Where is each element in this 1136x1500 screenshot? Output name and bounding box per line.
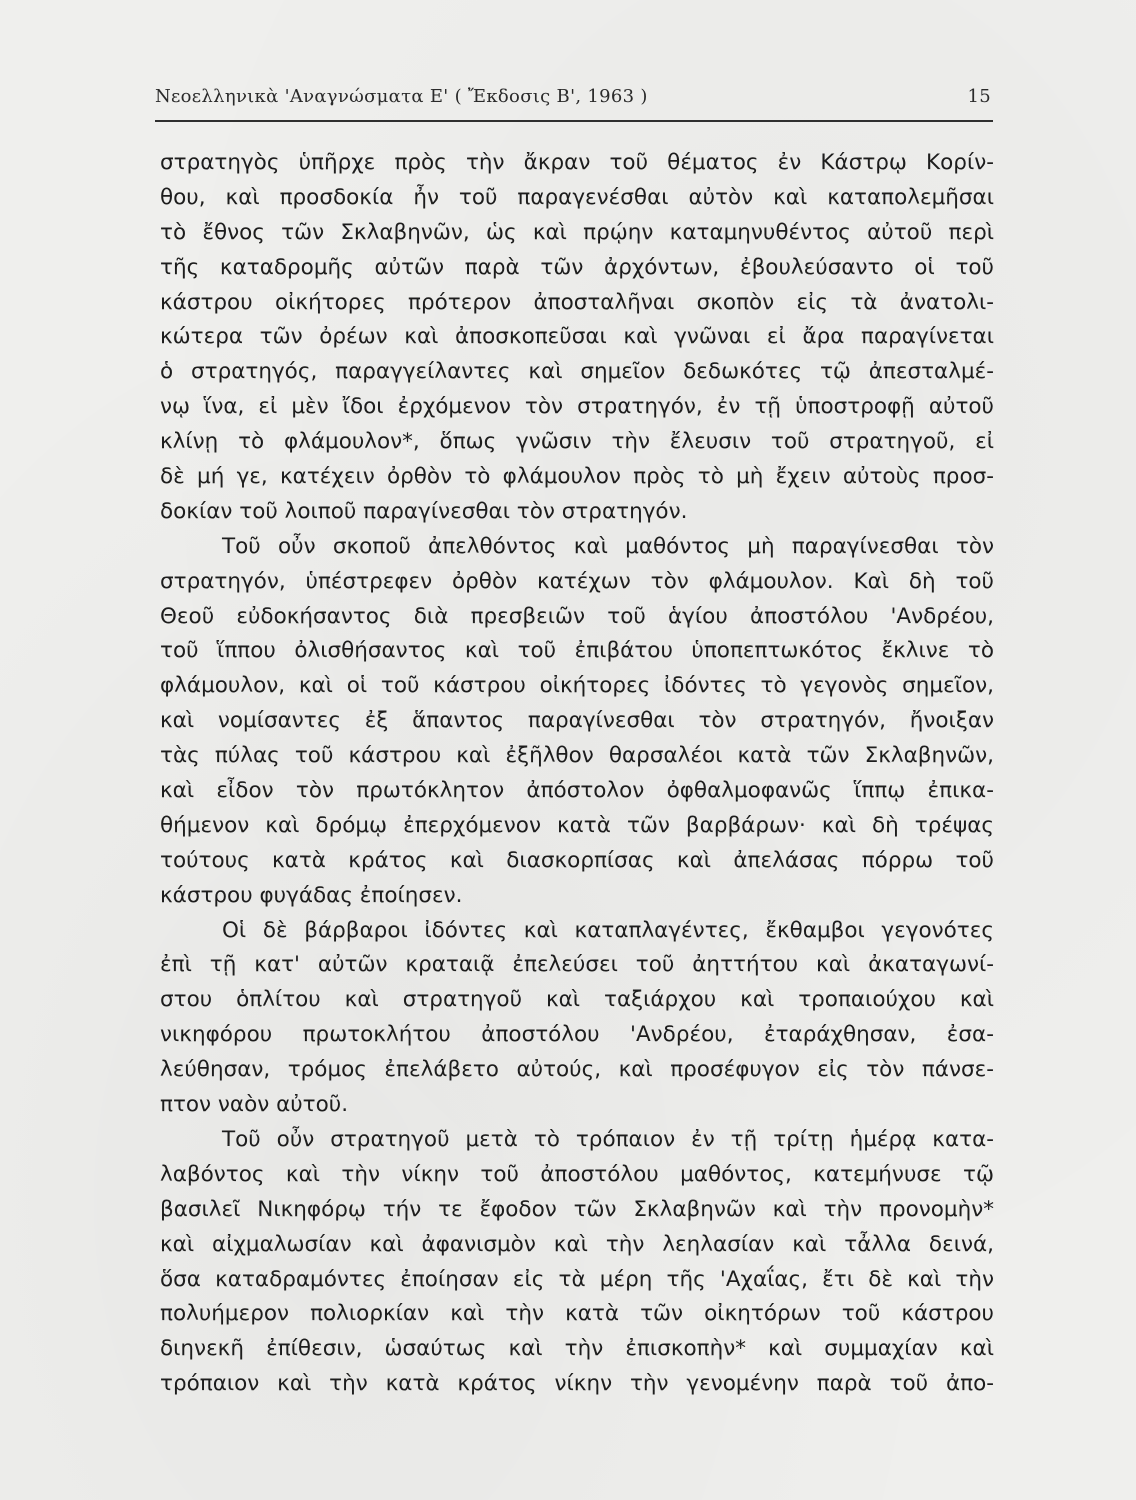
text-line: στρατηγόν, ὑπέστρεφεν ὀρθὸν κατέχων τὸν φλάμουλον. Καὶ δὴ τοῦ [160,568,994,594]
text-line: Θεοῦ εὐδοκήσαντος διὰ πρεσβειῶν τοῦ ἁγίου ἀποστόλου 'Ανδρέου, [160,603,994,629]
header-divider [155,120,993,122]
text-line: τρόπαιον καὶ τὴν κατὰ κράτος νίκην τὴν γενομένην παρὰ τοῦ ἀπο- [160,1371,994,1397]
text-line: ὅσα καταδραμόντες ἐποίησαν εἰς τὰ μέρη τῆς 'Αχαΐας, ἔτι δὲ καὶ τὴν [160,1266,994,1292]
text-line: τὰς πύλας τοῦ κάστρου καὶ ἐξῆλθον θαρσαλέοι κατὰ τῶν Σκλαβηνῶν, [160,743,994,769]
text-line: λαβόντος καὶ τὴν νίκην τοῦ ἀποστόλου μαθόντος, κατεμήνυσε τῷ [160,1161,994,1187]
text-line: καὶ εἶδον τὸν πρωτόκλητον ἀπόστολον ὀφθαλμοφανῶς ἵππῳ ἐπικα- [160,778,994,804]
text-line: πολυήμερον πολιορκίαν καὶ τὴν κατὰ τῶν οἰκητόρων τοῦ κάστρου [160,1301,994,1327]
text-line: τῆς καταδρομῆς αὐτῶν παρὰ τῶν ἀρχόντων, ἐβουλεύσαντο οἱ τοῦ [160,254,994,280]
text-line: καὶ νομίσαντες ἐξ ἅπαντος παραγίνεσθαι τὸν στρατηγόν, ἤνοιξαν [160,708,994,734]
text-line: στου ὁπλίτου καὶ στρατηγοῦ καὶ ταξιάρχου καὶ τροπαιούχου καὶ [160,987,994,1013]
text-line: φλάμουλον, καὶ οἱ τοῦ κάστρου οἰκήτορες ἰδόντες τὸ γεγονὸς σημεῖον, [160,673,994,699]
text-line: τούτους κατὰ κράτος καὶ διασκορπίσας καὶ ἀπελάσας πόρρω τοῦ [160,847,994,873]
text-line: θήμενον καὶ δρόμῳ ἐπερχόμενον κατὰ τῶν βαρβάρων· καὶ δὴ τρέψας [160,812,994,838]
text-line: θου, καὶ προσδοκία ἦν τοῦ παραγενέσθαι αὐτὸν καὶ καταπολεμῆσαι [160,184,994,210]
running-header [155,84,993,114]
text-line: κλίνῃ τὸ φλάμουλον*, ὅπως γνῶσιν τὴν ἔλευσιν τοῦ στρατηγοῦ, εἰ [160,429,994,455]
text-line: δοκίαν τοῦ λοιποῦ παραγίνεσθαι τὸν στρατηγόν. [160,498,688,524]
text-line: δὲ μή γε, κατέχειν ὀρθὸν τὸ φλάμουλον πρὸς τὸ μὴ ἔχειν αὐτοὺς προσ- [160,464,994,490]
text-line: κώτερα τῶν ὀρέων καὶ ἀποσκοπεῦσαι καὶ γνῶναι εἰ ἄρα παραγίνεται [160,324,994,350]
text-line: βασιλεῖ Νικηφόρῳ τήν τε ἔφοδον τῶν Σκλαβηνῶν καὶ τὴν προνομὴν* [160,1196,994,1222]
text-line: ἐπὶ τῇ κατ' αὐτῶν κραταιᾷ ἐπελεύσει τοῦ ἀηττήτου καὶ ἀκαταγωνί- [160,952,994,978]
text-line: νῳ ἵνα, εἰ μὲν ἴδοι ἐρχόμενον τὸν στρατηγόν, ἐν τῇ ὑποστροφῇ αὐτοῦ [160,394,994,420]
text-line: καὶ αἰχμαλωσίαν καὶ ἀφανισμὸν καὶ τὴν λεηλασίαν καὶ τἆλλα δεινά, [160,1231,994,1257]
text-line: κάστρου οἰκήτορες πρότερον ἀποσταλῆναι σκοπὸν εἰς τὰ ἀνατολι- [160,289,994,315]
text-line: τοῦ ἵππου ὀλισθήσαντος καὶ τοῦ ἐπιβάτου ὑποπεπτωκότος ἔκλινε τὸ [160,638,994,664]
header-title: Νεοελληνικὰ 'Αναγνώσματα Ε' ( Ἔκδοσις Β', 1963 ) [155,86,648,107]
text-line: ὁ στρατηγός, παραγγείλαντες καὶ σημεῖον δεδωκότες τῷ ἀπεσταλμέ- [160,359,994,385]
text-line: Τοῦ οὖν σκοποῦ ἀπελθόντος καὶ μαθόντος μὴ παραγίνεσθαι τὸν [222,533,994,559]
text-line: τὸ ἔθνος τῶν Σκλαβηνῶν, ὡς καὶ πρῴην καταμηνυθέντος αὐτοῦ περὶ [160,219,994,245]
body-text [160,146,994,1402]
text-line: κάστρου φυγάδας ἐποίησεν. [160,882,463,908]
text-line: πτον ναὸν αὐτοῦ. [160,1092,349,1118]
text-line: διηνεκῆ ἐπίθεσιν, ὡσαύτως καὶ τὴν ἐπισκοπὴν* καὶ συμμαχίαν καὶ [160,1336,994,1362]
page-number: 15 [967,86,991,107]
text-line: στρατηγὸς ὑπῆρχε πρὸς τὴν ἄκραν τοῦ θέματος ἐν Κάστρῳ Κορίν- [160,150,994,175]
text-line: λεύθησαν, τρόμος ἐπελάβετο αὐτούς, καὶ προσέφυγον εἰς τὸν πάνσε- [160,1057,994,1083]
text-line: νικηφόρου πρωτοκλήτου ἀποστόλου 'Ανδρέου, ἐταράχθησαν, ἐσα- [160,1022,994,1048]
text-line: Τοῦ οὖν στρατηγοῦ μετὰ τὸ τρόπαιον ἐν τῇ τρίτῃ ἡμέρᾳ κατα- [222,1126,994,1152]
text-line: Οἱ δὲ βάρβαροι ἰδόντες καὶ καταπλαγέντες, ἔκθαμβοι γεγονότες [222,917,994,943]
